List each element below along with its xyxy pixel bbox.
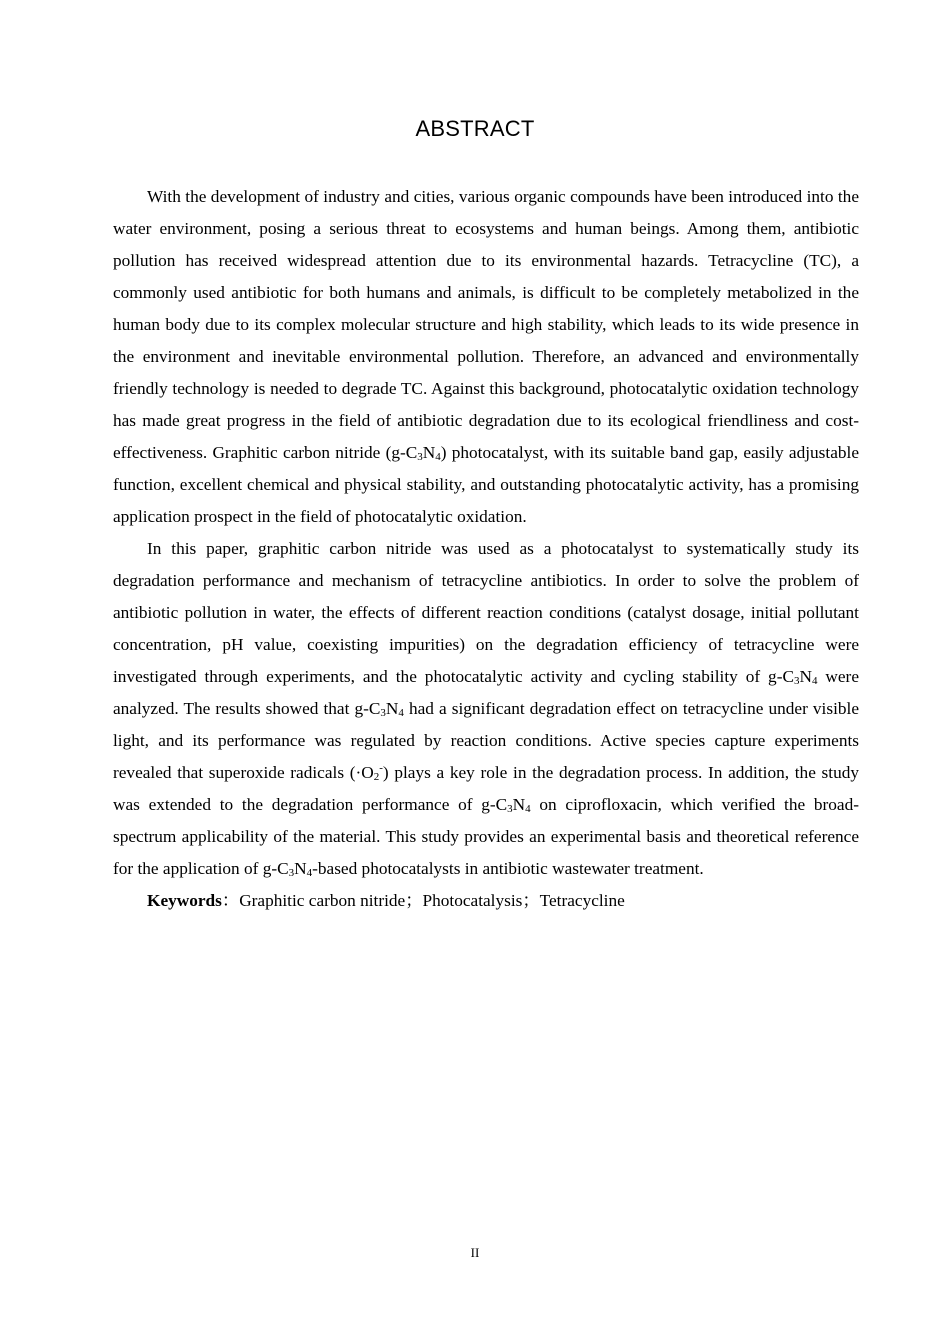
page-number: II: [470, 1245, 480, 1260]
keyword-item: Tetracycline: [539, 891, 625, 910]
keywords-line: [113, 885, 859, 917]
page-title: ABSTRACT: [415, 116, 535, 141]
keyword-item: Graphitic carbon nitride: [239, 891, 406, 910]
abstract-body: [113, 181, 859, 917]
keyword-separator: ；: [405, 891, 423, 910]
keyword-separator: ；: [522, 891, 540, 910]
keywords-label: Keywords: [147, 891, 222, 910]
abstract-paragraph-1: With the development of industry and cities, various organic compounds have been introduced into the water environment, posing a serious threat to ecosystems and human beings. Among them, antibiotic pollution has received widespread attention due to its environmental hazards. Tetracycline (TC), a commonly used antibiotic for both humans and animals, is difficult to be completely metabolized in the human body due to its complex molecular structure and high stability, which leads to its wide presence in the environment and inevitable environmental pollution. Therefore, an advanced and environmentally friendly technology is needed to degrade TC. Against this background, photocatalytic oxidation technology has made great progress in the field of antibiotic degradation due to its ecological friendliness and cost-effectiveness. Graphitic carbon nitride (g-C3N4) photocatalyst, with its suitable band gap, easily adjustable function, excellent chemical and physical stability, and outstanding photocatalytic activity, has a promising application prospect in the field of photocatalytic oxidation.: [113, 187, 859, 526]
abstract-paragraph-2: In this paper, graphitic carbon nitride was used as a photocatalyst to systematically study its degradation performance and mechanism of tetracycline antibiotics. In order to solve the problem of antibiotic pollution in water, the effects of different reaction conditions (catalyst dosage, initial pollutant concentration, pH value, coexisting impurities) on the degradation efficiency of tetracycline were investigated through experiments, and the photocatalytic activity and cycling stability of g-C3N4 were analyzed. The results showed that g-C3N4 had a significant degradation effect on tetracycline under visible light, and its performance was regulated by reaction conditions. Active species capture experiments revealed that superoxide radicals (·O2-) plays a key role in the degradation process. In addition, the study was extended to the degradation performance of g-C3N4 on ciprofloxacin, which verified the broad-spectrum applicability of the material. This study provides an experimental basis and theoretical reference for the application of g-C3N4-based photocatalysts in antibiotic wastewater treatment.: [113, 539, 859, 879]
keywords-separator: ：: [221, 891, 240, 910]
keyword-item: Photocatalysis: [422, 891, 523, 910]
